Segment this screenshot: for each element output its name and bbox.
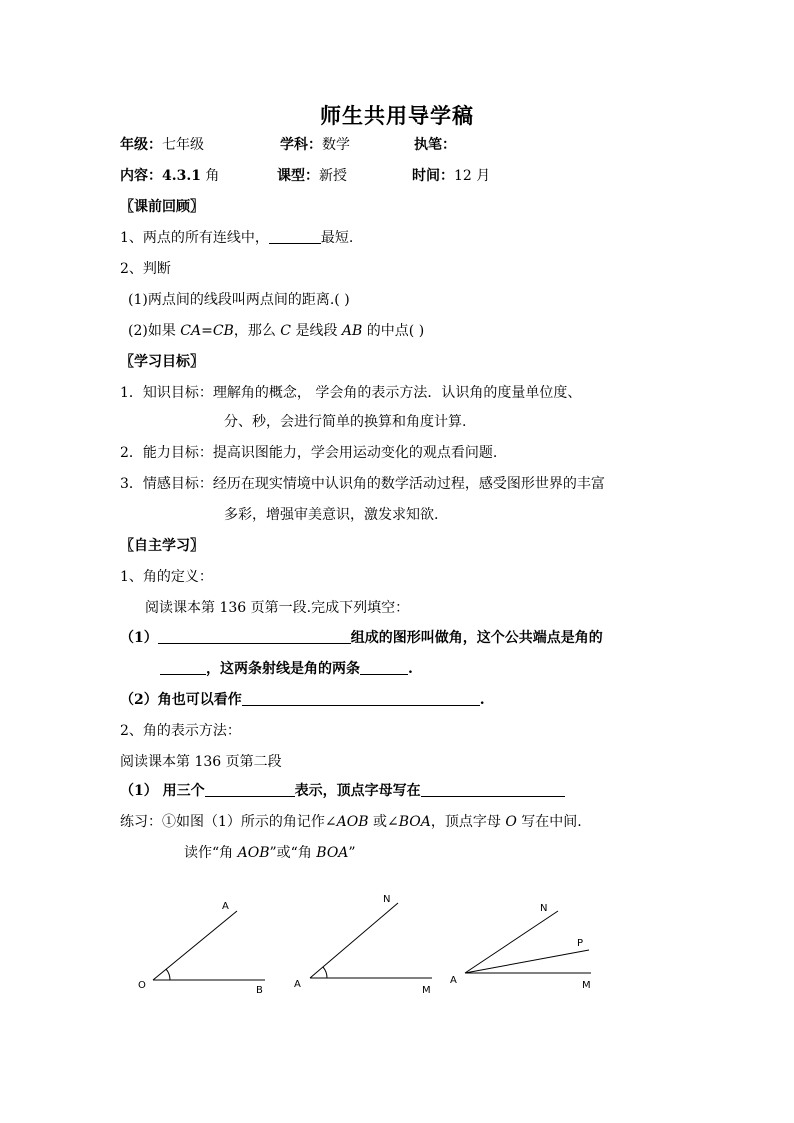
goal-1: 1．知识目标：理解角的概念， 学会角的表示方法．认识角的度量单位度、 xyxy=(120,385,582,401)
ray-an xyxy=(465,911,558,973)
content-topic: 角 xyxy=(200,168,220,184)
definition-title: 1、角的定义： xyxy=(120,569,213,585)
review-q2b-part: C xyxy=(280,323,292,339)
review-q1-text: 1、两点的所有连线中， xyxy=(120,230,269,246)
goal-3: 3．情感目标：经历在现实情境中认识角的数学活动过程，感受图形世界的丰富 xyxy=(120,476,605,492)
fill-in-2-end: . xyxy=(479,692,485,708)
exercise-text: O xyxy=(505,814,517,830)
label-a: A xyxy=(450,975,457,986)
content-section: 4.3.1 xyxy=(162,168,201,184)
page-title: 师生共用导学稿 xyxy=(320,103,474,128)
exercise-text: ，顶点字母 xyxy=(430,814,506,830)
content-label: 内容： xyxy=(120,168,162,184)
review-q2b-part: CA=CB xyxy=(180,323,234,339)
reading-text: ”或“角 xyxy=(269,845,317,861)
representation-reading: 阅读课本第 136 页第二段 xyxy=(120,754,282,770)
goal-3-cont: 多彩，增强审美意识，激发求知欲. xyxy=(224,507,439,523)
figure-3-angles-nap xyxy=(450,903,591,991)
self-study-heading: 〖自主学习〗 xyxy=(120,538,204,554)
review-q2b-part: 的中点( ) xyxy=(362,323,425,339)
exercise-text: 写在中间. xyxy=(516,814,582,830)
author-label: 执笔： xyxy=(414,137,456,153)
fill-in-2-text: （2）角也可以看作 xyxy=(120,692,242,708)
ray-ap xyxy=(465,950,589,973)
reading-text: 读作“角 xyxy=(184,845,238,861)
type-label: 课型： xyxy=(277,168,319,184)
figure-2-angle-nam xyxy=(294,894,432,996)
review-q2a: (1)两点间的线段叫两点间的距离.( ) xyxy=(128,292,350,308)
label-p: P xyxy=(577,938,584,949)
review-q2b-part: 是线段 xyxy=(291,323,342,339)
label-n: N xyxy=(540,903,548,914)
representation-title: 2、角的表示方法： xyxy=(120,723,241,739)
label-b: B xyxy=(256,985,263,996)
goals-heading: 〖学习目标〗 xyxy=(120,354,204,370)
angle-arc xyxy=(166,969,170,980)
fill-in-1-cont-end: . xyxy=(408,661,413,677)
review-q2: 2、判断 xyxy=(120,261,171,277)
angle-arc xyxy=(323,967,327,978)
review-q2b-part: AB xyxy=(341,323,363,339)
review-q2b-part: ，那么 xyxy=(233,323,281,339)
reading-text: ” xyxy=(348,845,356,861)
reading-text: AOB xyxy=(237,845,270,861)
exercise-text: 或∠ xyxy=(368,814,399,830)
label-n: N xyxy=(383,894,391,905)
fill-in-1-prefix: （1） xyxy=(120,630,158,646)
label-m: M xyxy=(422,985,431,996)
time-label: 时间： xyxy=(412,168,454,184)
subject-value: 数学 xyxy=(322,137,350,153)
grade-label: 年级： xyxy=(120,137,162,153)
representation-fill-mid: 表示，顶点字母写在 xyxy=(294,783,421,799)
fill-in-1-text: 组成的图形叫做角，这个公共端点是角的 xyxy=(350,630,603,646)
review-q1-suffix: 最短. xyxy=(320,230,354,246)
time-value: 12 月 xyxy=(454,168,491,184)
representation-fill-text: （1） 用三个 xyxy=(120,783,205,799)
reading-text: BOA xyxy=(316,845,349,861)
fill-in-1-cont-text: ，这两条射线是角的两条 xyxy=(206,661,360,677)
exercise-text: BOA xyxy=(398,814,431,830)
definition-reading: 阅读课本第 136 页第一段.完成下列填空： xyxy=(145,600,410,616)
ray-an xyxy=(310,903,398,978)
label-a: A xyxy=(294,979,301,990)
label-m: M xyxy=(582,980,591,991)
label-a: A xyxy=(222,901,229,912)
goal-1-cont: 分、秒，会进行简单的换算和角度计算. xyxy=(224,414,467,430)
label-o: O xyxy=(138,980,146,991)
grade-value: 七年级 xyxy=(162,137,204,153)
subject-label: 学科： xyxy=(280,137,322,153)
figure-1-angle-aob xyxy=(138,901,265,996)
goal-2: 2．能力目标：提高识图能力，学会用运动变化的观点看问题. xyxy=(120,445,498,461)
review-heading: 〖课前回顾〗 xyxy=(120,199,204,215)
ray-oa xyxy=(153,911,237,980)
exercise-text: AOB xyxy=(336,814,369,830)
type-value: 新授 xyxy=(319,168,347,184)
review-q2b-part: (2)如果 xyxy=(128,323,181,339)
exercise-text: 练习：①如图（1）所示的角记作∠ xyxy=(120,814,337,830)
